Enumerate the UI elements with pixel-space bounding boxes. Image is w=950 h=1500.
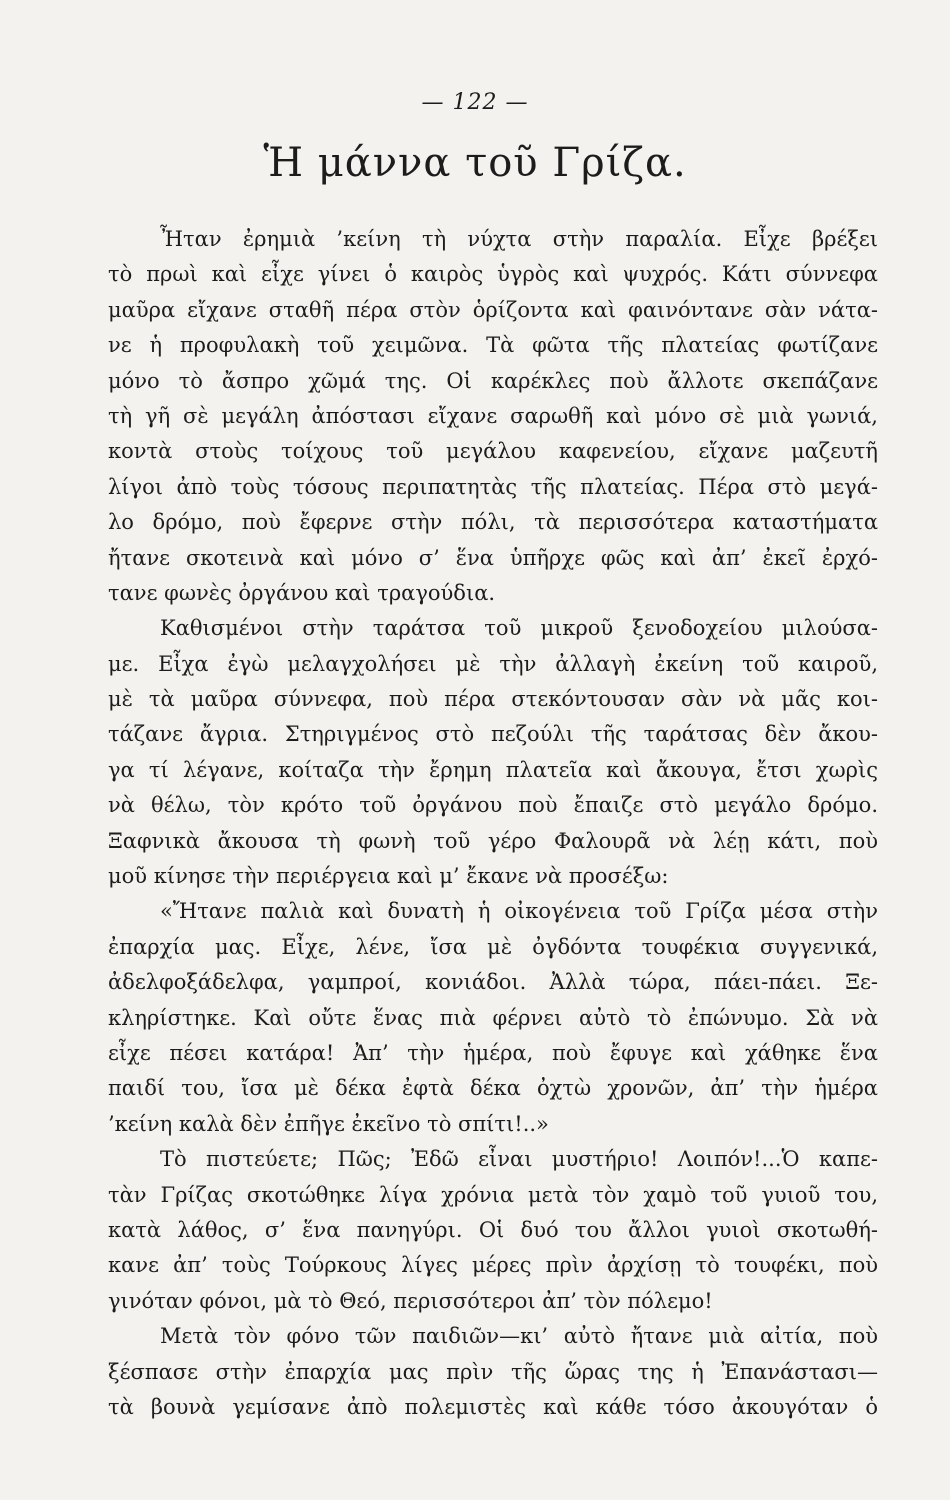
text-line: εἶχε πέσει κατάρα! Ἀπ’ τὴν ἡμέρα, ποὺ ἔφυγε καὶ χάθηκε ἕνα	[108, 1040, 878, 1065]
text-line: τὰ βουνὰ γεμίσανε ἀπὸ πολεμιστὲς καὶ κάθε τόσο ἀκουγόταν ὁ	[108, 1394, 878, 1419]
text-line: Ξαφνικὰ ἄκουσα τὴ φωνὴ τοῦ γέρο Φαλουρᾶ νὰ λέῃ κάτι, ποὺ	[108, 828, 878, 853]
text-line: τὸ πρωὶ καὶ εἶχε γίνει ὁ καιρὸς ὑγρὸς καὶ ψυχρός. Κάτι σύννεφα	[108, 262, 878, 287]
text-line: ἤτανε σκοτεινὰ καὶ μόνο σ’ ἕνα ὑπῆρχε φῶς καὶ ἀπ’ ἐκεῖ ἐρχό-	[108, 545, 878, 570]
page-number: — 122 —	[421, 90, 529, 115]
text-line: Ἦταν ἐρημιὰ ’κείνη τὴ νύχτα στὴν παραλία. Εἶχε βρέξει	[160, 227, 878, 251]
text-line: ἀδελφοξάδελφα, γαμπροί, κονιάδοι. Ἀλλὰ τώρα, πάει-πάει. Ξε-	[108, 970, 878, 995]
text-line: κληρίστηκε. Καὶ οὔτε ἕνας πιὰ φέρνει αὐτὸ τὸ ἐπώνυμο. Σὰ νὰ	[108, 1005, 878, 1030]
text-line: τὴ γῆ σὲ μεγάλη ἀπόστασι εἴχανε σαρωθῆ καὶ μόνο σὲ μιὰ γωνιά,	[108, 403, 878, 428]
text-line: τάζανε ἄγρια. Στηριγμένος στὸ πεζούλι τῆς ταράτσας δὲν ἄκου-	[108, 722, 878, 747]
text-line: μαῦρα εἴχανε σταθῆ πέρα στὸν ὁρίζοντα καὶ φαινόντανε σὰν νάτα-	[108, 297, 878, 322]
text-line: λίγοι ἀπὸ τοὺς τόσους περιπατητὰς τῆς πλατείας. Πέρα στὸ μεγά-	[108, 474, 878, 499]
text-line: Τὸ πιστεύετε; Πῶς; Ἐδῶ εἶναι μυστήριο! Λοιπόν!...Ὁ καπε-	[160, 1147, 878, 1172]
text-line: Καθισμένοι στὴν ταράτσα τοῦ μικροῦ ξενοδοχείου μιλούσα-	[160, 616, 878, 641]
text-line: κοντὰ στοὺς τοίχους τοῦ μεγάλου καφενείου, εἴχανε μαζευτῆ	[108, 439, 878, 464]
text-line: μοῦ κίνησε τὴν περιέργεια καὶ μ’ ἔκανε νὰ προσέξω:	[108, 864, 669, 889]
text-line: γα τί λέγανε, κοίταζα τὴν ἔρημη πλατεῖα καὶ ἄκουγα, ἔτσι χωρὶς	[108, 757, 878, 782]
text-line: ξέσπασε στὴν ἐπαρχία μας πρὶν τῆς ὥρας της ἡ Ἐπανάστασι—	[108, 1359, 878, 1384]
text-line: νε ἡ προφυλακὴ τοῦ χειμῶνα. Τὰ φῶτα τῆς πλατείας φωτίζανε	[108, 333, 878, 358]
text-line: κατὰ λάθος, σ’ ἕνα πανηγύρι. Οἱ δυό του ἄλλοι γυιοὶ σκοτωθή-	[108, 1217, 878, 1242]
text-line: με. Εἶχα ἐγὼ μελαγχολήσει μὲ τὴν ἀλλαγὴ ἐκείνη τοῦ καιροῦ,	[108, 651, 878, 676]
text-line: παιδί του, ἴσα μὲ δέκα ἐφτὰ δέκα ὀχτὼ χρονῶν, ἀπ’ τὴν ἡμέρα	[108, 1076, 878, 1101]
body-text	[108, 222, 878, 1425]
text-line: τὰν Γρίζας σκοτώθηκε λίγα χρόνια μετὰ τὸν χαμὸ τοῦ γυιοῦ του,	[108, 1182, 878, 1207]
text-line: λο δρόμο, ποὺ ἔφερνε στὴν πόλι, τὰ περισσότερα καταστήματα	[108, 510, 878, 535]
text-line: Μετὰ τὸν φόνο τῶν παιδιῶν—κι’ αὐτὸ ἤτανε μιὰ αἰτία, ποὺ	[160, 1324, 878, 1349]
text-line: μὲ τὰ μαῦρα σύννεφα, ποὺ πέρα στεκόντουσαν σὰν νὰ μᾶς κοι-	[108, 687, 878, 712]
text-line: μόνο τὸ ἄσπρο χῶμά της. Οἱ καρέκλες ποὺ ἄλλοτε σκεπάζανε	[108, 368, 878, 393]
text-line: ’κείνη καλὰ δὲν ἐπῆγε ἐκεῖνο τὸ σπίτι!..»	[108, 1111, 549, 1136]
text-line: ἐπαρχία μας. Εἶχε, λένε, ἴσα μὲ ὀγδόντα τουφέκια συγγενικά,	[108, 934, 878, 959]
text-line: κανε ἀπ’ τοὺς Τούρκους λίγες μέρες πρὶν ἀρχίσῃ τὸ τουφέκι, ποὺ	[108, 1253, 878, 1278]
chapter-title: Ἡ μάννα τοῦ Γρίζα.	[263, 140, 687, 186]
text-line: γινόταν φόνοι, μὰ τὸ Θεό, περισσότεροι ἀπ’ τὸν πόλεμο!	[108, 1288, 713, 1313]
text-line: νὰ θέλω, τὸν κρότο τοῦ ὀργάνου ποὺ ἔπαιζε στὸ μεγάλο δρόμο.	[108, 793, 878, 818]
text-line: τανε φωνὲς ὀργάνου καὶ τραγούδια.	[108, 580, 496, 605]
text-line: «Ἤτανε παλιὰ καὶ δυνατὴ ἡ οἰκογένεια τοῦ Γρίζα μέσα στὴν	[160, 899, 878, 924]
